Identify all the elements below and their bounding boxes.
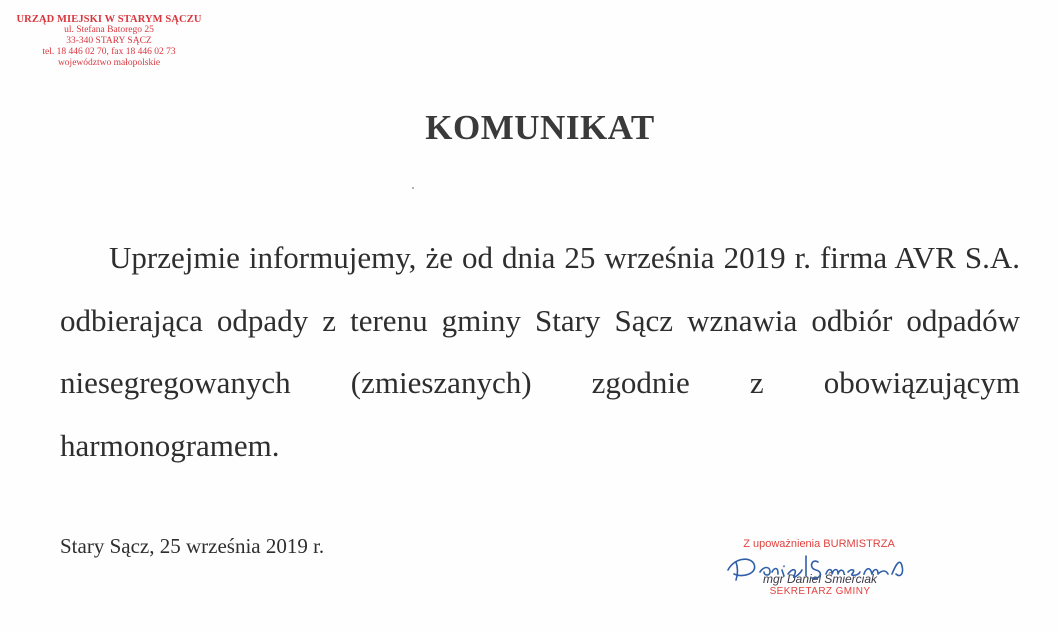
letterhead-phone: tel. 18 446 02 70, fax 18 446 02 73 <box>42 47 176 57</box>
document-title: KOMUNIKAT <box>425 108 655 147</box>
handwritten-signature <box>720 544 920 584</box>
place-and-date: Stary Sącz, 25 września 2019 r. <box>60 534 325 558</box>
stamp-signatory-role: SEKRETARZ GMINY <box>769 586 871 597</box>
letterhead-office-name: URZĄD MIEJSKI W STARYM SĄCZU <box>16 14 202 25</box>
stamp-authorization: Z upoważnienia BURMISTRZA <box>743 538 895 550</box>
letterhead-region: województwo małopolskie <box>57 58 161 68</box>
letterhead-city: 33-340 STARY SĄCZ <box>66 36 152 46</box>
stamp-signatory-name: mgr Daniel Śmierciak <box>762 572 878 586</box>
scan-speck <box>412 187 414 189</box>
letterhead-street: ul. Stefana Batorego 25 <box>64 25 154 35</box>
letterhead-stamp <box>14 14 204 69</box>
document-body: Uprzejmie informujemy, że od dnia 25 września 2019 r. firma AVR S.A. odbierająca odpady z terenu gminy Stary Sącz wznawia odbiór odpadów niesegregowanych (zmieszanych) zgodnie z obowiązującym harmonogramem. <box>60 240 1020 463</box>
